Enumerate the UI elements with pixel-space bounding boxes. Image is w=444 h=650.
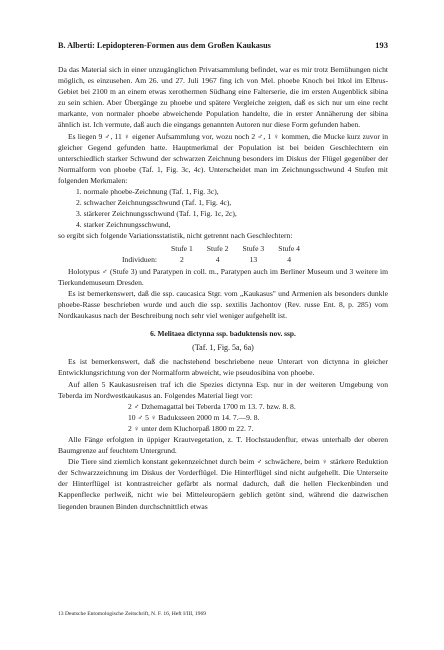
paragraph: Holotypus ♂ (Stufe 3) und Paratypen in coll. m., Paratypen auch im Berliner Museum und 3 weitere im Tierkundemuseum Dresden. xyxy=(58,266,388,287)
table-cell: 4 xyxy=(287,254,291,264)
paragraph: Alle Fänge erfolgten in üppiger Krautvegetation, z. T. Hochstaudenflur, etwas unterhalb der oberen Baumgrenze auf feuchtem Untergrund. xyxy=(58,435,388,456)
material-list xyxy=(128,401,388,434)
table-cell: 4 xyxy=(215,254,220,264)
body-text xyxy=(58,64,388,512)
footnote: 13 Deutsche Entomologische Zeitschrift, N. F. 16, Heft I/III, 1969 xyxy=(58,611,207,617)
table-header-cell: Stufe 3 xyxy=(242,243,265,253)
paragraph: Auf allen 5 Kaukasusreisen traf ich die Spezies dictynna Esp. nur in der weiteren Umgebung von Teberda im Nordwestkaukasus an. Folgendes Material liegt vor: xyxy=(58,379,388,400)
list-item: 10 ♂ 5 ♀ Baduksseen 2000 m 14. 7.—9. 8. xyxy=(128,412,260,422)
table-header-row xyxy=(122,243,307,254)
section-title: 6. Melitaea dictynna ssp. baduktensis nov. ssp. xyxy=(150,329,296,339)
table-cell: 2 xyxy=(179,254,184,264)
table-cell: 13 xyxy=(249,254,258,264)
list-item: 2 ♂ Dzhemagattal bei Teberda 1700 m 13. 7. bzw. 8. 8. xyxy=(128,401,296,411)
paragraph: Da das Material sich in einer unzugänglichen Privatsammlung befindet, war es mir trotz Bemühungen nicht möglich, es einzusehen. Am 26. und 27. Juli 1967 fing ich von Mel. phoebe Knoch bei Itkol im Elbrus-Gebiet bei 2100 m an einem etwas xerothermen Südhang eine Falterserie, die im ersten Augenblick sibina zu sein schien. Aber Übergänge zu phoebe und spätere Vergleiche zeigten, daß es sich nur um eine recht markante, von normaler phoebe abweichende Population handelte, die in erster Annäherung der sibina ähnlich ist. Ich vermute, daß auch die eingangs genannten Autoren nur diese Form gefunden haben. xyxy=(58,65,388,130)
variation-table xyxy=(122,243,307,265)
paragraph: Es ist bemerkenswert, daß die ssp. caucasica Stgr. vom „Kaukasus" und Armenien als besonders dunkle phoebe-Rasse beschrieben wurde und auch die ssp. sextilis Jachontov (Rev. russe Ent. 8, p. 285) vom Nordkaukasus nach der Beschreibung noch sehr viel weniger aufgehellt ist. xyxy=(58,288,388,321)
list-item: 3. stärkerer Zeichnungsschwund (Taf. 1, Fig. 1c, 2c), xyxy=(76,209,237,219)
running-header xyxy=(58,40,388,51)
table-header-cell: Stufe 1 xyxy=(171,243,193,253)
list-item: 2. schwacher Zeichnungsschwund (Taf. 1, Fig. 4c), xyxy=(76,198,232,208)
table-header-cell: Stufe 2 xyxy=(206,243,229,253)
table-row-label: Individuen: xyxy=(122,254,158,264)
table-header-cell: Stufe 4 xyxy=(278,243,300,253)
page-number: 193 xyxy=(375,40,388,50)
list-item: 4. starker Zeichnungsschwund, xyxy=(76,220,171,230)
paragraph: Es ist bemerkenswert, daß die nachstehend beschriebene neue Unterart von dictynna in gleicher Entwicklungsrichtung von der Normalform abweicht, wie pseudosibina von phoebe. xyxy=(58,357,388,378)
running-title: B. Alberti: Lepidopteren-Formen aus dem Großen Kaukasus xyxy=(58,41,271,50)
list-item: 2 ♀ unter dem Kluchorpaß 1800 m 22. 7. xyxy=(128,423,254,433)
section-subtitle: (Taf. 1, Fig. 5a, 6a) xyxy=(192,343,254,353)
table-row xyxy=(122,254,307,265)
paragraph: so ergibt sich folgende Variationsstatistik, nicht getrennt nach Geschlechtern: xyxy=(58,231,293,241)
paragraph: Die Tiere sind ziemlich konstant gekennzeichnet durch beim ♂ schwächere, beim ♀ stärkere Reduktion der Schwarzzeichnung im Diskus der Vorderflügel. Die Hinterflügel sind nicht aufgehellt. Die Unterseite der Hinterflügel ist kontrastreicher gefärbt als normal dadurch, daß die hellen Fleckenbinden und Kappenflecke perlweiß, nicht wie bei Mitteleuropäern geblich getönt sind, während die dazwischen liegenden braunen Binden durchschnittlich etwas xyxy=(58,457,388,511)
paragraph: Es liegen 9 ♂, 11 ♀ eigener Aufsammlung vor, wozu noch 2 ♂, 1 ♀ kommen, die Mucke kurz zuvor in gleicher Gegend gefunden hatte. Hauptmerkmal der Population ist bei beiden Geschlechtern ein unterschiedlich starker Schwund der schwarzen Zeichnung besonders im Diskus der Flügel gegenüber der Normalform von phoebe (Taf. 1, Fig. 3c, 4c). Unterscheidet man im Zeichnungsschwund 4 Stufen mit folgenden Merkmalen: xyxy=(58,131,388,185)
feature-list xyxy=(58,186,388,230)
list-item: 1. normale phoebe-Zeichnung (Taf. 1, Fig. 3c), xyxy=(76,187,219,197)
